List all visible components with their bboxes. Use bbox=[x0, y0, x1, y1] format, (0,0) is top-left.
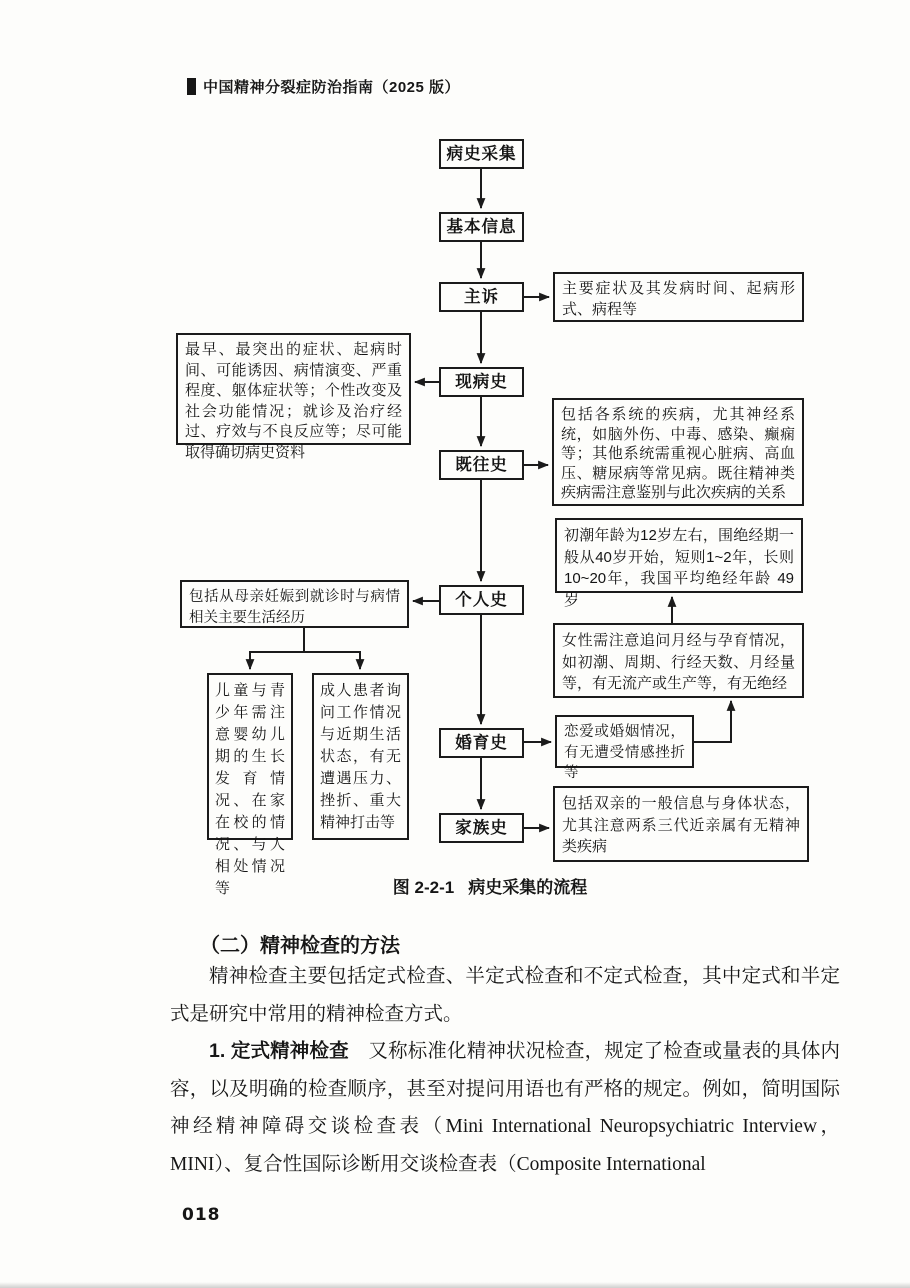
flow-note-present-illness: 最早、最突出的症状、起病时间、可能诱因、病情演变、严重程度、躯体症状等；个性改变及社会功能情况；就诊及治疗经过、疗效与不良反应等；尽可能取得确切病史资料 bbox=[176, 333, 411, 445]
figure-caption-title: 病史采集的流程 bbox=[468, 878, 588, 897]
paragraph-structured-exam bbox=[170, 1033, 840, 1183]
body-text bbox=[170, 958, 840, 1183]
list-number: 1. bbox=[209, 1040, 231, 1062]
flow-node-basic-info: 基本信息 bbox=[439, 212, 524, 242]
flow-node-marital-history: 婚育史 bbox=[439, 728, 524, 758]
flow-node-present-illness: 现病史 bbox=[439, 367, 524, 397]
flow-note-menopause: 初潮年龄为12岁左右，围绝经期一般从40岁开始，短则1~2年，长则10~20年，我国平均绝经年龄 49 岁 bbox=[555, 518, 803, 593]
figure-caption bbox=[180, 873, 800, 898]
flow-note-female-menstrual: 女性需注意追问月经与孕育情况，如初潮、周期、行经天数、月经量等，有无流产或生产等，有无绝经 bbox=[553, 623, 804, 698]
flow-node-family-history: 家族史 bbox=[439, 813, 524, 843]
flow-note-marital-love: 恋爱或婚姻情况，有无遭受情感挫折等 bbox=[555, 715, 694, 768]
section-heading: （二）精神检查的方法 bbox=[200, 935, 400, 957]
page-number: 018 bbox=[182, 1205, 221, 1225]
term-structured-exam: 定式精神检查 bbox=[230, 1040, 349, 1062]
flow-note-adult-patients: 成人患者询问工作情况与近期生活状态，有无遭遇压力、挫折、重大精神打击等 bbox=[312, 673, 409, 840]
flow-note-children-adolescents: 儿童与青少年需注意婴幼儿期的生长发育情况、在家在校的情况、与人相处情况等 bbox=[207, 673, 293, 840]
running-head-title: 中国精神分裂症防治指南（2025 版） bbox=[203, 79, 461, 96]
paragraph-exam-types bbox=[170, 958, 840, 1033]
flow-note-past-history: 包括各系统的疾病，尤其神经系统，如脑外伤、中毒、感染、癫痫等；其他系统需重视心脏病、高血压、糖尿病等常见病。既往精神类疾病需注意鉴别与此次疾病的关系 bbox=[552, 398, 804, 506]
figure-caption-number: 图 2-2-1 bbox=[392, 878, 455, 897]
scan-edge-shadow bbox=[0, 1282, 910, 1288]
flow-node-past-history: 既往史 bbox=[439, 450, 524, 480]
paragraph-structured-exam-text: 又称标准化精神状况检查，规定了检查或量表的具体内容，以及明确的检查顺序，甚至对提问用语也有严格的规定。例如，简明国际神经精神障碍交谈检查表（Mini International Neuropsychiatric Interview，MINI）、复合性国际诊断用交谈检查表（Composite International bbox=[170, 1041, 840, 1175]
flow-note-chief-complaint: 主要症状及其发病时间、起病形式、病程等 bbox=[553, 272, 804, 322]
flow-node-history-collection: 病史采集 bbox=[439, 139, 524, 169]
flow-node-personal-history: 个人史 bbox=[439, 585, 524, 615]
paragraph-exam-types-text: 精神检查主要包括定式检查、半定式检查和不定式检查，其中定式和半定式是研究中常用的精神检查方式。 bbox=[170, 966, 840, 1025]
flow-note-family-relatives: 包括双亲的一般信息与身体状态，尤其注意两系三代近亲属有无精神类疾病 bbox=[553, 786, 809, 862]
flow-node-chief-complaint: 主诉 bbox=[439, 282, 524, 312]
flow-note-personal-history: 包括从母亲妊娠到就诊时与病情相关主要生活经历 bbox=[180, 580, 409, 628]
